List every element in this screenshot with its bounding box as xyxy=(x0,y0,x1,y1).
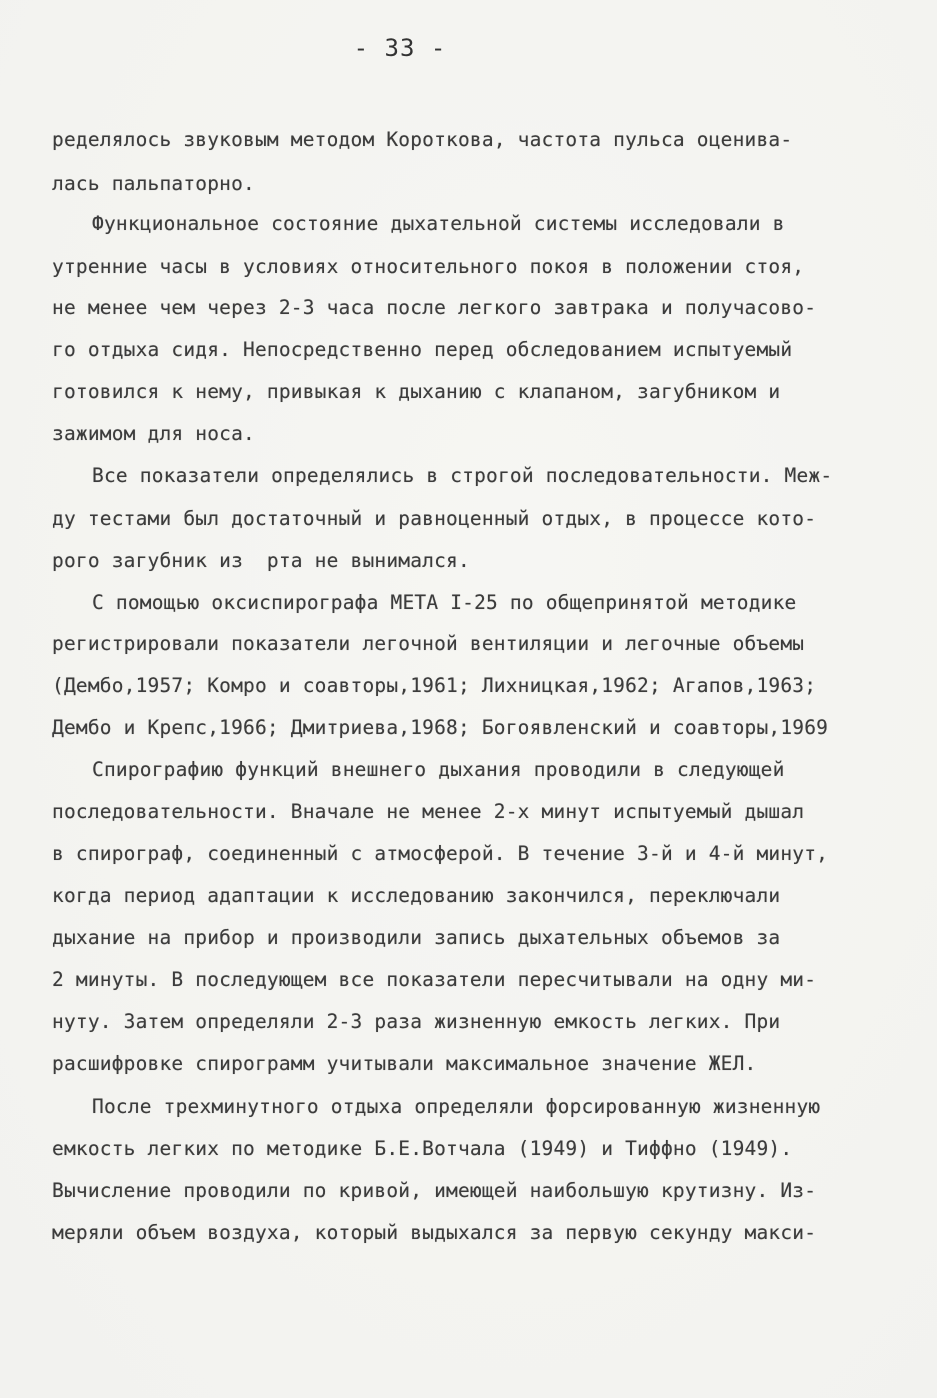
text-line: регистрировали показатели легочной вентиляции и легочные объемы xyxy=(52,632,805,655)
page-number: - 33 - xyxy=(353,34,447,62)
text-line: в спирограф, соединенный с атмосферой. В течение 3-й и 4-й минут, xyxy=(52,842,829,865)
text-line: когда период адаптации к исследованию закончился, переключали xyxy=(52,884,781,907)
text-line: ределялось звуковым методом Короткова, частота пульса оценива- xyxy=(52,128,793,151)
text-line: рого загубник из рта не вынимался. xyxy=(52,549,470,572)
text-line: Спирографию функций внешнего дыхания проводили в следующей xyxy=(92,758,785,781)
text-line: (Дембо,1957; Комро и соавторы,1961; Лихницкая,1962; Агапов,1963; xyxy=(52,674,817,697)
text-line: зажимом для носа. xyxy=(52,422,255,445)
text-line: последовательности. Вначале не менее 2-х минут испытуемый дышал xyxy=(52,800,805,823)
text-line: утренние часы в условиях относительного покоя в положении стоя, xyxy=(52,255,805,278)
text-line: Функциональное состояние дыхательной системы исследовали в xyxy=(92,212,785,235)
text-line: 2 минуты. В последующем все показатели пересчитывали на одну ми- xyxy=(52,968,817,991)
text-line: расшифровке спирограмм учитывали максимальное значение ЖЕЛ. xyxy=(52,1052,757,1075)
text-line: С помощью оксиспирографа МЕТА I-25 по общепринятой методике xyxy=(92,591,797,614)
text-line: Все показатели определялись в строгой последовательности. Меж- xyxy=(92,464,833,487)
text-line: Вычисление проводили по кривой, имеющей наибольшую крутизну. Из- xyxy=(52,1179,817,1202)
text-line: лась пальпаторно. xyxy=(52,172,255,195)
text-line: емкость легких по методике Б.Е.Вотчала (1949) и Тиффно (1949). xyxy=(52,1137,793,1160)
text-line: готовился к нему, привыкая к дыханию с клапаном, загубником и xyxy=(52,380,781,403)
text-line: ду тестами был достаточный и равноценный отдых, в процессе кото- xyxy=(52,507,817,530)
text-line: го отдыха сидя. Непосредственно перед обследованием испытуемый xyxy=(52,338,793,361)
text-line: нуту. Затем определяли 2-3 раза жизненную емкость легких. При xyxy=(52,1010,781,1033)
text-line: дыхание на прибор и производили запись дыхательных объемов за xyxy=(52,926,781,949)
text-line: меряли объем воздуха, который выдыхался за первую секунду макси- xyxy=(52,1221,817,1244)
text-line: не менее чем через 2-3 часа после легкого завтрака и получасово- xyxy=(52,296,817,319)
text-line: Дембо и Крепс,1966; Дмитриева,1968; Богоявленский и соавторы,1969 xyxy=(52,716,829,739)
text-line: После трехминутного отдыха определяли форсированную жизненную xyxy=(92,1095,821,1118)
